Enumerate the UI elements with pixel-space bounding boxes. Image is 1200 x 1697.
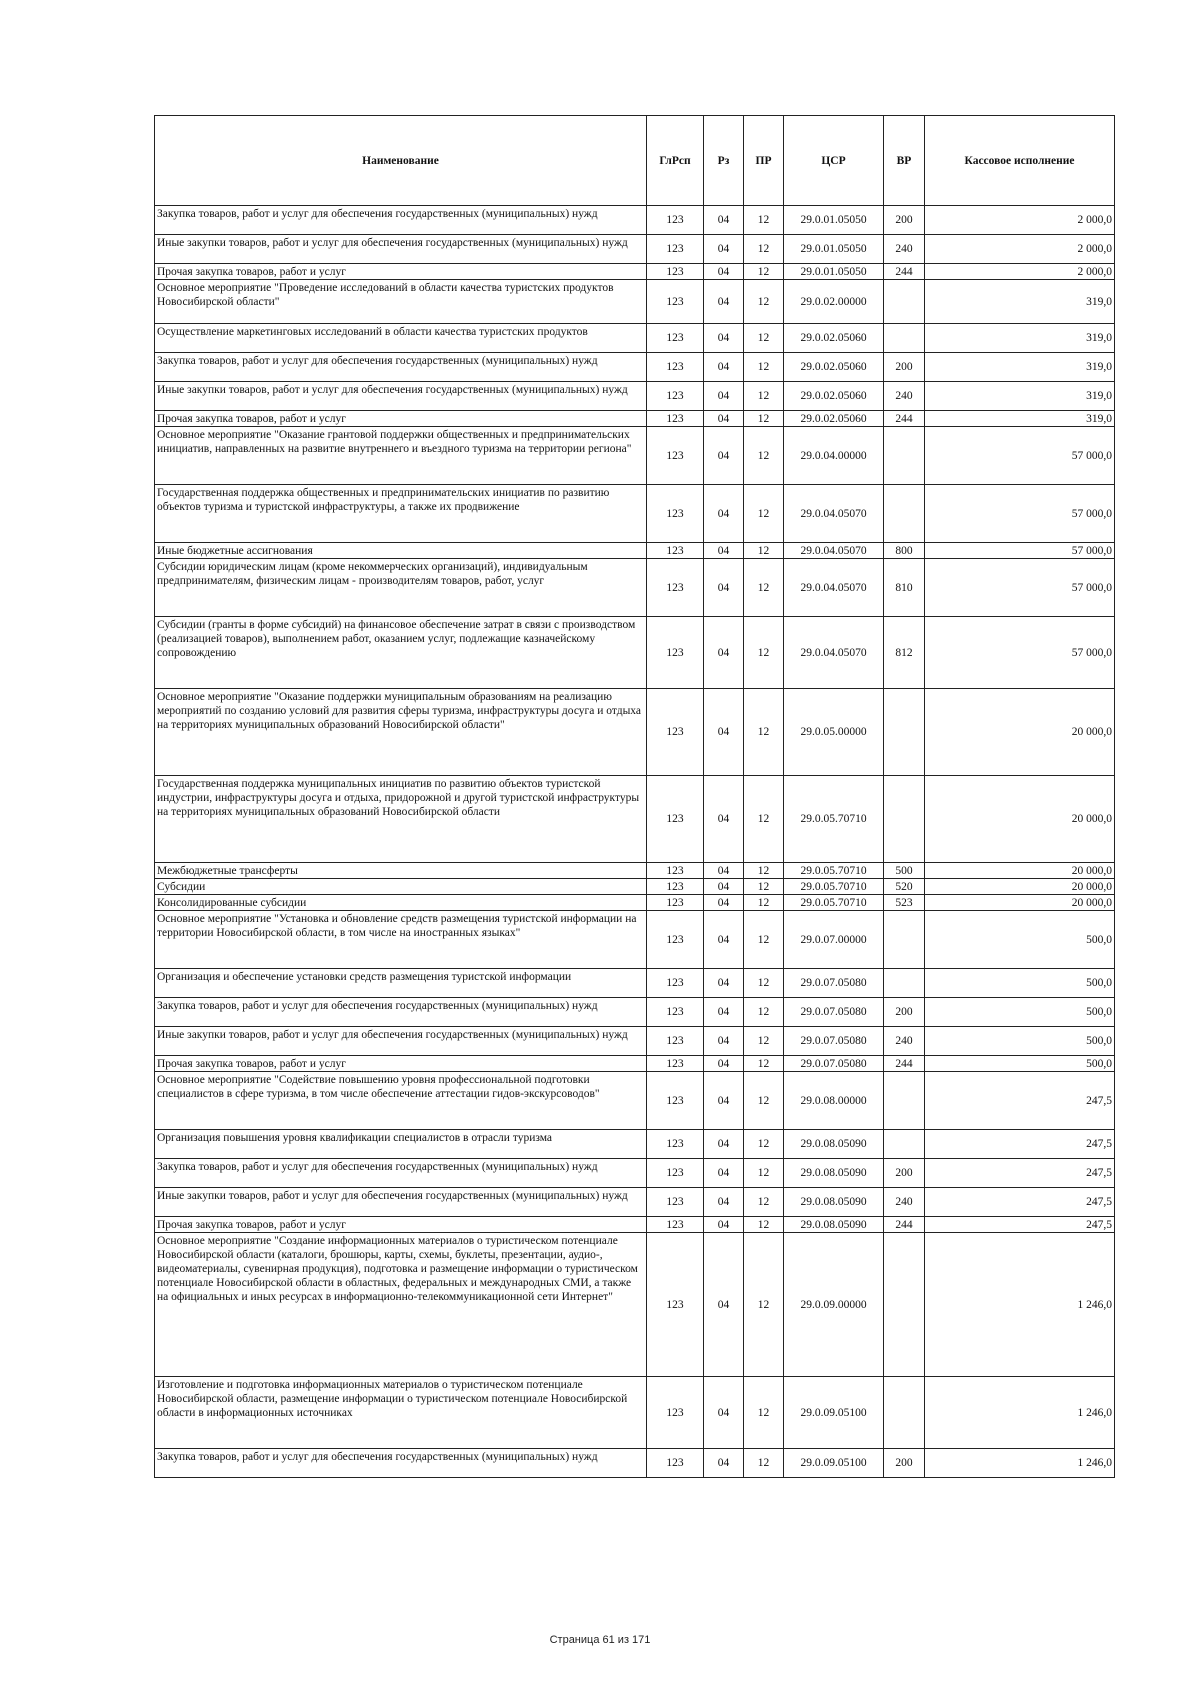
table-cell-glrsp: 123 [647, 1027, 704, 1056]
table-cell-pr: 12 [744, 1130, 784, 1159]
table-cell-name: Субсидии (гранты в форме субсидий) на финансовое обеспечение затрат в связи с производством (реализацией товаров), выполнением работ, оказанием услуг, подлежащие казначейскому сопровождению [155, 617, 647, 689]
table-cell-name: Межбюджетные трансферты [155, 863, 647, 879]
table-row [155, 863, 1115, 879]
table-row [155, 382, 1115, 411]
table-cell-csr: 29.0.05.70710 [784, 879, 884, 895]
table-cell-name: Основное мероприятие "Установка и обновление средств размещения туристской информации на территории Новосибирской области, в том числе на иностранных языках" [155, 911, 647, 969]
table-cell-name: Государственная поддержка муниципальных инициатив по развитию объектов туристской индустрии, инфраструктуры досуга и отдыха, придорожной и другой туристской инфраструктуры на территориях муниципальных образований Новосибирской области [155, 776, 647, 863]
table-cell-vr [884, 776, 925, 863]
table-cell-sum: 500,0 [925, 969, 1115, 998]
table-cell-name: Субсидии [155, 879, 647, 895]
table-cell-glrsp: 123 [647, 1072, 704, 1130]
table-cell-rz: 04 [704, 969, 744, 998]
table-cell-csr: 29.0.05.00000 [784, 689, 884, 776]
table-cell-pr: 12 [744, 1217, 784, 1233]
table-row [155, 895, 1115, 911]
table-cell-sum: 319,0 [925, 280, 1115, 324]
table-cell-glrsp: 123 [647, 1056, 704, 1072]
table-cell-glrsp: 123 [647, 324, 704, 353]
table-cell-csr: 29.0.04.05070 [784, 617, 884, 689]
table-row [155, 1027, 1115, 1056]
table-cell-pr: 12 [744, 998, 784, 1027]
table-cell-vr: 200 [884, 998, 925, 1027]
table-cell-rz: 04 [704, 879, 744, 895]
table-cell-glrsp: 123 [647, 998, 704, 1027]
table-cell-rz: 04 [704, 411, 744, 427]
table-cell-sum: 20 000,0 [925, 895, 1115, 911]
table-cell-name: Основное мероприятие "Проведение исследований в области качества туристских продуктов Новосибирской области" [155, 280, 647, 324]
table-cell-rz: 04 [704, 1027, 744, 1056]
table-cell-vr: 240 [884, 235, 925, 264]
table-cell-pr: 12 [744, 1027, 784, 1056]
table-cell-name: Прочая закупка товаров, работ и услуг [155, 1056, 647, 1072]
column-header-glrsp: ГлРсп [647, 116, 704, 206]
table-cell-rz: 04 [704, 911, 744, 969]
table-cell-name: Основное мероприятие "Оказание поддержки муниципальным образованиям на реализацию мероприятий по созданию условий для развития сферы туризма, инфраструктуры досуга и отдыха на территориях муниципальных образований Новосибирской области" [155, 689, 647, 776]
table-cell-sum: 20 000,0 [925, 689, 1115, 776]
table-cell-sum: 247,5 [925, 1130, 1115, 1159]
table-cell-sum: 1 246,0 [925, 1449, 1115, 1478]
table-cell-name: Закупка товаров, работ и услуг для обеспечения государственных (муниципальных) нужд [155, 206, 647, 235]
table-cell-sum: 57 000,0 [925, 617, 1115, 689]
table-row [155, 617, 1115, 689]
table-cell-sum: 20 000,0 [925, 776, 1115, 863]
table-cell-sum: 57 000,0 [925, 559, 1115, 617]
table-cell-vr: 500 [884, 863, 925, 879]
table-cell-csr: 29.0.07.05080 [784, 1056, 884, 1072]
table-cell-vr: 200 [884, 353, 925, 382]
table-cell-csr: 29.0.08.00000 [784, 1072, 884, 1130]
table-cell-sum: 319,0 [925, 411, 1115, 427]
table-cell-pr: 12 [744, 1233, 784, 1377]
table-cell-vr [884, 280, 925, 324]
column-header-sum: Кассовое исполнение [925, 116, 1115, 206]
table-cell-pr: 12 [744, 1377, 784, 1449]
table-cell-name: Организация повышения уровня квалификации специалистов в отрасли туризма [155, 1130, 647, 1159]
table-row [155, 485, 1115, 543]
table-cell-pr: 12 [744, 411, 784, 427]
table-row [155, 353, 1115, 382]
table-cell-vr: 800 [884, 543, 925, 559]
table-cell-pr: 12 [744, 776, 784, 863]
table-row [155, 324, 1115, 353]
table-cell-sum: 319,0 [925, 382, 1115, 411]
table-cell-name: Консолидированные субсидии [155, 895, 647, 911]
table-cell-sum: 1 246,0 [925, 1233, 1115, 1377]
table-cell-pr: 12 [744, 1072, 784, 1130]
table-cell-vr: 200 [884, 206, 925, 235]
column-header-name: Наименование [155, 116, 647, 206]
table-row [155, 235, 1115, 264]
table-cell-vr [884, 911, 925, 969]
table-cell-glrsp: 123 [647, 559, 704, 617]
table-cell-pr: 12 [744, 382, 784, 411]
table-row [155, 264, 1115, 280]
table-cell-pr: 12 [744, 206, 784, 235]
table-cell-glrsp: 123 [647, 1188, 704, 1217]
table-cell-sum: 500,0 [925, 1056, 1115, 1072]
table-row [155, 1217, 1115, 1233]
table-cell-pr: 12 [744, 324, 784, 353]
table-cell-sum: 2 000,0 [925, 235, 1115, 264]
table-cell-vr: 244 [884, 411, 925, 427]
table-cell-sum: 319,0 [925, 324, 1115, 353]
table-cell-pr: 12 [744, 559, 784, 617]
table-cell-csr: 29.0.09.05100 [784, 1449, 884, 1478]
table-cell-csr: 29.0.04.00000 [784, 427, 884, 485]
table-cell-name: Закупка товаров, работ и услуг для обеспечения государственных (муниципальных) нужд [155, 1159, 647, 1188]
table-cell-pr: 12 [744, 353, 784, 382]
table-cell-name: Иные бюджетные ассигнования [155, 543, 647, 559]
table-cell-rz: 04 [704, 264, 744, 280]
table-cell-vr: 520 [884, 879, 925, 895]
table-row [155, 911, 1115, 969]
table-cell-csr: 29.0.07.00000 [784, 911, 884, 969]
table-row [155, 280, 1115, 324]
table-cell-sum: 20 000,0 [925, 879, 1115, 895]
table-cell-name: Иные закупки товаров, работ и услуг для обеспечения государственных (муниципальных) нужд [155, 235, 647, 264]
table-cell-csr: 29.0.02.05060 [784, 324, 884, 353]
table-cell-csr: 29.0.02.05060 [784, 411, 884, 427]
table-cell-vr [884, 1377, 925, 1449]
table-cell-name: Закупка товаров, работ и услуг для обеспечения государственных (муниципальных) нужд [155, 998, 647, 1027]
table-cell-glrsp: 123 [647, 1217, 704, 1233]
table-cell-pr: 12 [744, 543, 784, 559]
budget-table [154, 115, 1115, 1478]
table-cell-name: Основное мероприятие "Содействие повышению уровня профессиональной подготовки специалистов в сфере туризма, в том числе обеспечение аттестации гидов-экскурсоводов" [155, 1072, 647, 1130]
table-cell-pr: 12 [744, 969, 784, 998]
table-cell-rz: 04 [704, 1159, 744, 1188]
table-cell-glrsp: 123 [647, 235, 704, 264]
table-cell-vr: 240 [884, 1188, 925, 1217]
table-cell-vr: 240 [884, 1027, 925, 1056]
table-cell-glrsp: 123 [647, 1377, 704, 1449]
table-cell-pr: 12 [744, 1159, 784, 1188]
table-cell-rz: 04 [704, 485, 744, 543]
table-cell-vr: 810 [884, 559, 925, 617]
table-cell-rz: 04 [704, 206, 744, 235]
table-cell-csr: 29.0.08.05090 [784, 1130, 884, 1159]
table-cell-sum: 319,0 [925, 353, 1115, 382]
table-cell-pr: 12 [744, 689, 784, 776]
table-cell-pr: 12 [744, 235, 784, 264]
table-row [155, 1130, 1115, 1159]
table-cell-name: Закупка товаров, работ и услуг для обеспечения государственных (муниципальных) нужд [155, 353, 647, 382]
table-cell-vr [884, 1233, 925, 1377]
table-cell-rz: 04 [704, 1449, 744, 1478]
table-cell-glrsp: 123 [647, 382, 704, 411]
table-cell-csr: 29.0.04.05070 [784, 543, 884, 559]
table-cell-csr: 29.0.08.05090 [784, 1188, 884, 1217]
table-cell-glrsp: 123 [647, 879, 704, 895]
table-cell-rz: 04 [704, 559, 744, 617]
table-cell-sum: 20 000,0 [925, 863, 1115, 879]
table-cell-name: Основное мероприятие "Создание информационных материалов о туристическом потенциале Новосибирской области (каталоги, брошюры, карты, схемы, буклеты, презентации, аудио-, видеоматериалы, сувенирная продукция), подготовка и размещение информации о туристическом потенциале Новосибирской области в областных, федеральных и международных СМИ, а также на официальных и иных ресурсах в информационно-телекоммуникационной сети Интернет" [155, 1233, 647, 1377]
table-cell-vr [884, 1130, 925, 1159]
table-cell-vr: 523 [884, 895, 925, 911]
table-cell-csr: 29.0.01.05050 [784, 235, 884, 264]
table-cell-glrsp: 123 [647, 206, 704, 235]
table-cell-glrsp: 123 [647, 617, 704, 689]
table-cell-vr: 200 [884, 1159, 925, 1188]
table-cell-pr: 12 [744, 1188, 784, 1217]
table-cell-glrsp: 123 [647, 353, 704, 382]
table-cell-pr: 12 [744, 1449, 784, 1478]
column-header-rz: Рз [704, 116, 744, 206]
table-row [155, 427, 1115, 485]
table-cell-rz: 04 [704, 1377, 744, 1449]
table-cell-sum: 500,0 [925, 911, 1115, 969]
table-cell-csr: 29.0.08.05090 [784, 1159, 884, 1188]
table-body [155, 206, 1115, 1478]
table-row [155, 1159, 1115, 1188]
table-cell-sum: 1 246,0 [925, 1377, 1115, 1449]
table-cell-sum: 57 000,0 [925, 543, 1115, 559]
table-cell-rz: 04 [704, 280, 744, 324]
table-cell-pr: 12 [744, 863, 784, 879]
table-header-row [155, 116, 1115, 206]
table-cell-csr: 29.0.02.05060 [784, 353, 884, 382]
table-cell-csr: 29.0.09.05100 [784, 1377, 884, 1449]
table-cell-glrsp: 123 [647, 264, 704, 280]
table-row [155, 543, 1115, 559]
table-cell-rz: 04 [704, 543, 744, 559]
table-cell-name: Прочая закупка товаров, работ и услуг [155, 264, 647, 280]
table-cell-glrsp: 123 [647, 776, 704, 863]
table-cell-rz: 04 [704, 1233, 744, 1377]
table-cell-glrsp: 123 [647, 1130, 704, 1159]
table-cell-csr: 29.0.07.05080 [784, 969, 884, 998]
table-cell-pr: 12 [744, 879, 784, 895]
table-cell-vr [884, 689, 925, 776]
table-cell-vr: 200 [884, 1449, 925, 1478]
table-cell-glrsp: 123 [647, 895, 704, 911]
column-header-csr: ЦСР [784, 116, 884, 206]
table-row [155, 411, 1115, 427]
table-cell-name: Прочая закупка товаров, работ и услуг [155, 411, 647, 427]
table-cell-glrsp: 123 [647, 543, 704, 559]
table-cell-csr: 29.0.04.05070 [784, 485, 884, 543]
table-cell-rz: 04 [704, 895, 744, 911]
table-cell-pr: 12 [744, 911, 784, 969]
column-header-pr: ПР [744, 116, 784, 206]
table-cell-sum: 247,5 [925, 1159, 1115, 1188]
table-cell-glrsp: 123 [647, 1159, 704, 1188]
table-cell-csr: 29.0.07.05080 [784, 1027, 884, 1056]
column-header-vr: ВР [884, 116, 925, 206]
table-cell-csr: 29.0.01.05050 [784, 206, 884, 235]
table-cell-vr: 244 [884, 1217, 925, 1233]
table-cell-name: Закупка товаров, работ и услуг для обеспечения государственных (муниципальных) нужд [155, 1449, 647, 1478]
table-cell-vr [884, 485, 925, 543]
table-cell-rz: 04 [704, 1072, 744, 1130]
table-cell-name: Прочая закупка товаров, работ и услуг [155, 1217, 647, 1233]
table-cell-name: Иные закупки товаров, работ и услуг для обеспечения государственных (муниципальных) нужд [155, 1188, 647, 1217]
table-cell-csr: 29.0.01.05050 [784, 264, 884, 280]
table-cell-name: Государственная поддержка общественных и предпринимательских инициатив по развитию объектов туризма и туристской инфраструктуры, а также их продвижение [155, 485, 647, 543]
table-cell-glrsp: 123 [647, 1233, 704, 1377]
table-cell-rz: 04 [704, 353, 744, 382]
table-cell-csr: 29.0.09.00000 [784, 1233, 884, 1377]
table-cell-name: Иные закупки товаров, работ и услуг для обеспечения государственных (муниципальных) нужд [155, 1027, 647, 1056]
table-cell-rz: 04 [704, 863, 744, 879]
table-cell-pr: 12 [744, 895, 784, 911]
table-cell-glrsp: 123 [647, 280, 704, 324]
table-cell-pr: 12 [744, 1056, 784, 1072]
table-cell-glrsp: 123 [647, 969, 704, 998]
table-cell-csr: 29.0.05.70710 [784, 863, 884, 879]
table-cell-csr: 29.0.02.00000 [784, 280, 884, 324]
table-cell-glrsp: 123 [647, 485, 704, 543]
table-cell-vr [884, 324, 925, 353]
table-cell-rz: 04 [704, 235, 744, 264]
table-row [155, 998, 1115, 1027]
table-cell-csr: 29.0.04.05070 [784, 559, 884, 617]
table-cell-vr [884, 427, 925, 485]
table-cell-rz: 04 [704, 689, 744, 776]
table-cell-pr: 12 [744, 485, 784, 543]
table-cell-glrsp: 123 [647, 1449, 704, 1478]
table-row [155, 206, 1115, 235]
table-cell-vr: 244 [884, 264, 925, 280]
table-cell-rz: 04 [704, 617, 744, 689]
table-row [155, 559, 1115, 617]
budget-table-sheet [154, 115, 1114, 1478]
table-cell-sum: 500,0 [925, 998, 1115, 1027]
table-cell-sum: 247,5 [925, 1188, 1115, 1217]
table-cell-sum: 57 000,0 [925, 427, 1115, 485]
table-cell-sum: 500,0 [925, 1027, 1115, 1056]
table-cell-pr: 12 [744, 427, 784, 485]
table-cell-pr: 12 [744, 617, 784, 689]
table-cell-rz: 04 [704, 776, 744, 863]
table-cell-glrsp: 123 [647, 863, 704, 879]
table-cell-rz: 04 [704, 324, 744, 353]
table-cell-name: Иные закупки товаров, работ и услуг для обеспечения государственных (муниципальных) нужд [155, 382, 647, 411]
table-cell-sum: 2 000,0 [925, 206, 1115, 235]
table-cell-sum: 57 000,0 [925, 485, 1115, 543]
table-row [155, 969, 1115, 998]
table-cell-glrsp: 123 [647, 411, 704, 427]
table-cell-name: Осуществление маркетинговых исследований в области качества туристских продуктов [155, 324, 647, 353]
table-cell-sum: 247,5 [925, 1217, 1115, 1233]
table-row [155, 689, 1115, 776]
table-row [155, 1449, 1115, 1478]
table-cell-name: Организация и обеспечение установки средств размещения туристской информации [155, 969, 647, 998]
table-cell-vr: 812 [884, 617, 925, 689]
table-cell-sum: 2 000,0 [925, 264, 1115, 280]
table-cell-name: Основное мероприятие "Оказание грантовой поддержки общественных и предпринимательских инициатив, направленных на развитие внутреннего и въездного туризма на территории региона" [155, 427, 647, 485]
table-cell-name: Субсидии юридическим лицам (кроме некоммерческих организаций), индивидуальным предпринимателям, физическим лицам - производителям товаров, работ, услуг [155, 559, 647, 617]
table-cell-rz: 04 [704, 998, 744, 1027]
table-cell-glrsp: 123 [647, 427, 704, 485]
table-row [155, 1056, 1115, 1072]
table-cell-rz: 04 [704, 1130, 744, 1159]
table-cell-vr [884, 969, 925, 998]
table-cell-glrsp: 123 [647, 911, 704, 969]
table-cell-pr: 12 [744, 264, 784, 280]
table-cell-name: Изготовление и подготовка информационных материалов о туристическом потенциале Новосибирской области, размещение информации о туристическом потенциале Новосибирской области в информационных источниках [155, 1377, 647, 1449]
table-cell-vr: 244 [884, 1056, 925, 1072]
table-cell-glrsp: 123 [647, 689, 704, 776]
table-cell-csr: 29.0.05.70710 [784, 895, 884, 911]
table-cell-rz: 04 [704, 427, 744, 485]
table-cell-vr: 240 [884, 382, 925, 411]
table-cell-rz: 04 [704, 382, 744, 411]
table-row [155, 1377, 1115, 1449]
table-cell-csr: 29.0.05.70710 [784, 776, 884, 863]
table-row [155, 776, 1115, 863]
table-cell-csr: 29.0.07.05080 [784, 998, 884, 1027]
table-row [155, 879, 1115, 895]
table-row [155, 1233, 1115, 1377]
page-number: Страница 61 из 171 [549, 1634, 651, 1646]
table-cell-rz: 04 [704, 1217, 744, 1233]
table-cell-csr: 29.0.02.05060 [784, 382, 884, 411]
table-cell-pr: 12 [744, 280, 784, 324]
table-row [155, 1188, 1115, 1217]
table-cell-rz: 04 [704, 1056, 744, 1072]
table-row [155, 1072, 1115, 1130]
table-cell-csr: 29.0.08.05090 [784, 1217, 884, 1233]
table-cell-vr [884, 1072, 925, 1130]
table-cell-rz: 04 [704, 1188, 744, 1217]
table-cell-sum: 247,5 [925, 1072, 1115, 1130]
